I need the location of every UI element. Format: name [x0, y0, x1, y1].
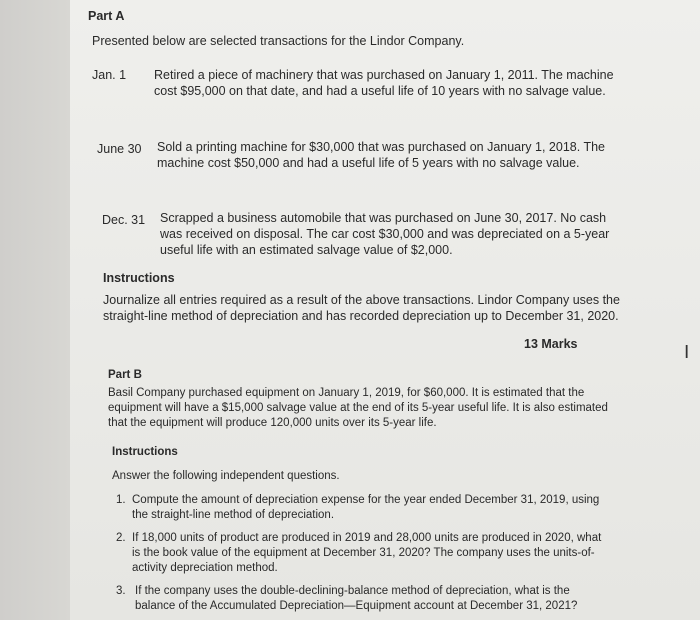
question-text: Compute the amount of depreciation expense for the year ended December 31, 2019, using the straight-line method of depreciation. — [132, 494, 600, 521]
transaction-text: Sold a printing machine for $30,000 that was purchased on January 1, 2018. The machine cost $50,000 and had a useful life of 5 years with no salvage value. — [157, 140, 605, 170]
question-text: If the company uses the double-declining-balance method of depreciation, what is the balance of the Accumulated Depreciation—Equipment account at December 31, 2021? — [135, 585, 578, 612]
question-number: 3. — [116, 585, 126, 597]
question-number: 1. — [116, 494, 126, 506]
transaction-text: Scrapped a business automobile that was purchased on June 30, 2017. No cash was received on disposal. The car cost $30,000 and was depreciated on a 5-year useful life with an estimated salvage value of $2,000. — [160, 211, 610, 257]
document-page — [70, 0, 700, 620]
part-b-intro: Basil Company purchased equipment on January 1, 2019, for $60,000. It is estimated that the equipment will have a $15,000 salvage value at the end of its 5-year useful life. It is also estimated that the equipment will produce 120,000 units over its 5-year life. — [108, 387, 608, 429]
text-cursor-icon: I — [684, 342, 690, 363]
part-a-instructions-heading: Instructions — [103, 271, 175, 285]
page-edge-shadow — [0, 0, 70, 620]
question-number: 2. — [116, 532, 126, 544]
part-a-instructions-text: Journalize all entries required as a result of the above transactions. Lindor Company uses the straight-line method of depreciation and has recorded depreciation up to December 31, 2020. — [103, 293, 620, 323]
part-b-instructions-lead: Answer the following independent questions. — [112, 470, 340, 482]
part-a-intro: Presented below are selected transactions for the Lindor Company. — [92, 34, 465, 48]
marks-label: 13 Marks — [524, 337, 578, 351]
transaction-date: Dec. 31 — [102, 213, 146, 227]
part-a-heading: Part A — [88, 9, 125, 23]
part-b-heading: Part B — [108, 369, 142, 381]
transaction-date: June 30 — [97, 142, 142, 156]
part-b-instructions-heading: Instructions — [112, 446, 178, 458]
transaction-date: Jan. 1 — [92, 68, 127, 82]
question-text: If 18,000 units of product are produced in 2019 and 28,000 units are produced in 2020, what is the book value of the equipment at December 31, 2020? The company uses the units-of-activity depreciation method. — [132, 532, 602, 574]
transaction-text: Retired a piece of machinery that was purchased on January 1, 2011. The machine cost $95,000 on that date, and had a useful life of 10 years with no salvage value. — [154, 68, 614, 98]
